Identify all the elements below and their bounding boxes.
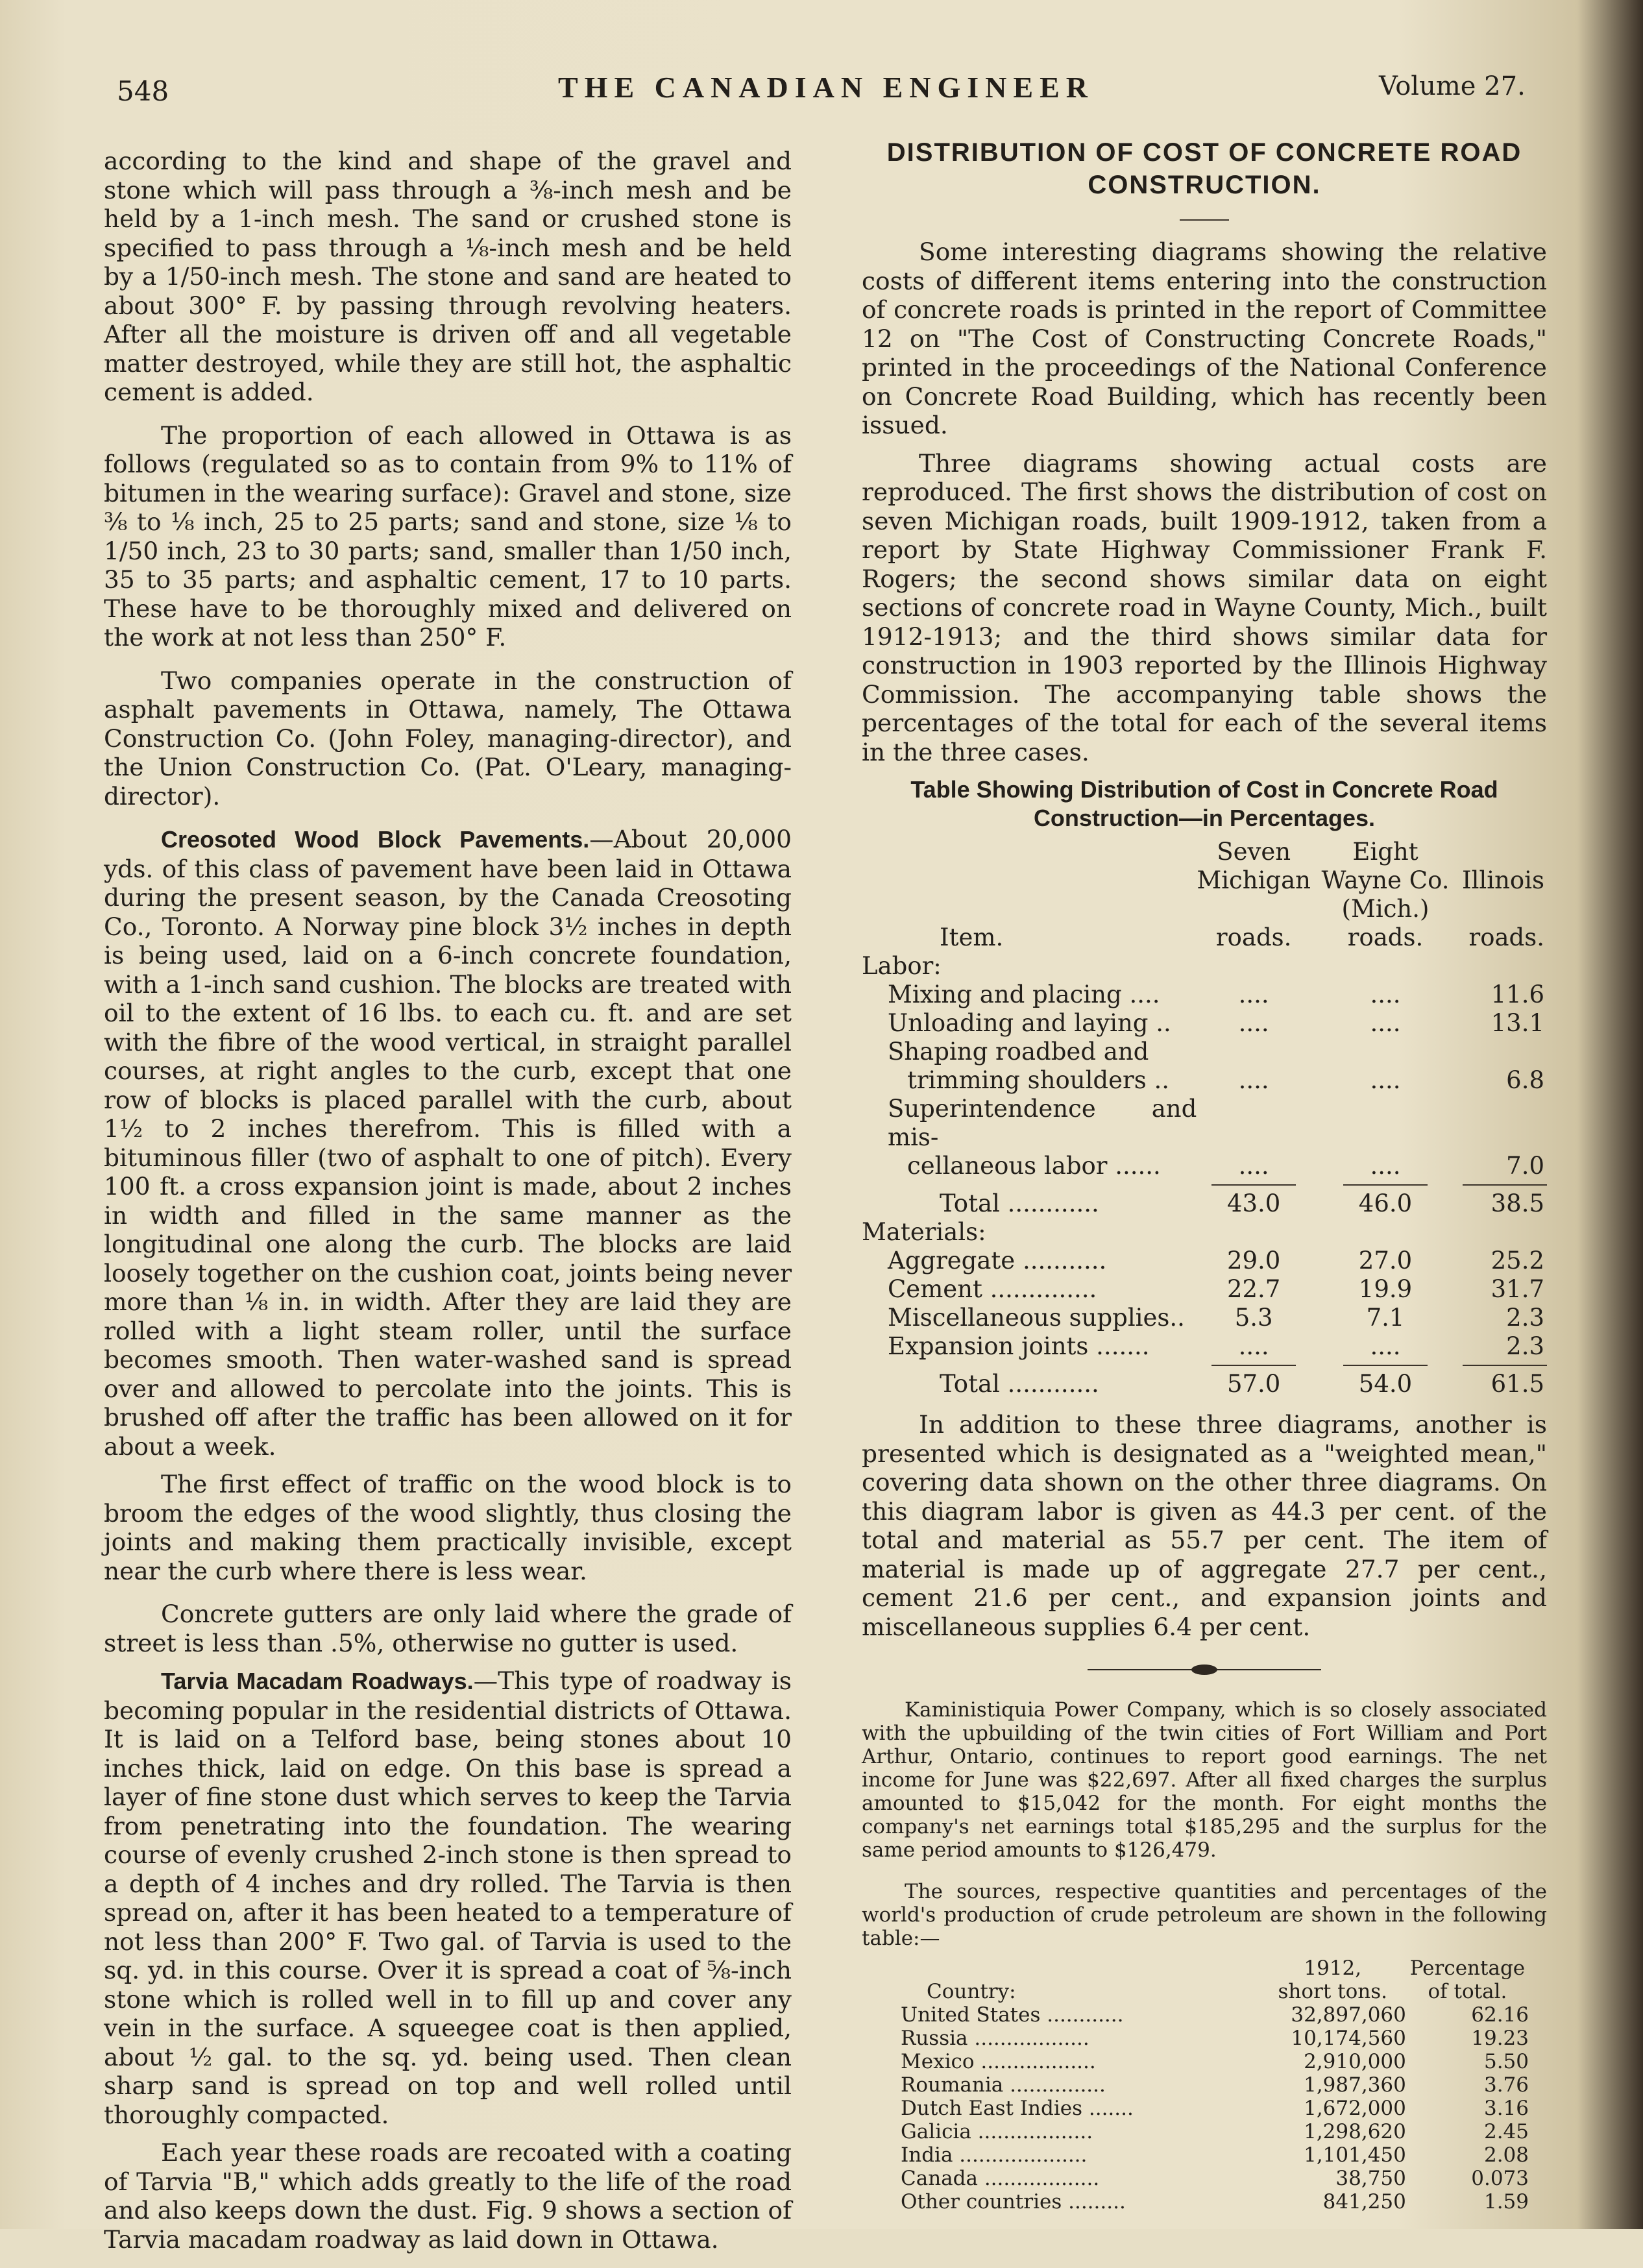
table-header-row bbox=[862, 1957, 1547, 1980]
cell-value: 3.76 bbox=[1483, 2073, 1529, 2097]
cell-value: 61.5 bbox=[1491, 1370, 1544, 1398]
table-row bbox=[862, 1095, 1547, 1152]
cell-value: 5.3 bbox=[1234, 1304, 1273, 1332]
cell-value: 31.7 bbox=[1491, 1275, 1544, 1303]
row-item: Dutch East Indies ....... bbox=[901, 2097, 1134, 2120]
column-header: Item. bbox=[940, 923, 1004, 951]
row-item: Cement .............. bbox=[888, 1275, 1097, 1303]
column-header: Country: bbox=[927, 1980, 1016, 2003]
row-item: Canada .................. bbox=[901, 2167, 1100, 2190]
paragraph: The first effect of traffic on the wood block is to broom the edges of the wood slightly, thus closing the joints and making them practically invisible, except near the curb where there is less wear. bbox=[104, 1470, 792, 1585]
table-row bbox=[862, 2027, 1547, 2050]
cell-value: 19.9 bbox=[1358, 1275, 1413, 1303]
cell-value: 0.073 bbox=[1471, 2167, 1529, 2190]
row-item: Galicia .................. bbox=[901, 2120, 1093, 2143]
rule-line bbox=[1463, 1365, 1547, 1366]
paragraph: The sources, respective quantities and percentages of the world's production of crude petroleum are shown in the following table:— bbox=[862, 1880, 1547, 1950]
table-row bbox=[862, 2097, 1547, 2120]
paragraph bbox=[104, 1666, 792, 2129]
row-item: Miscellaneous supplies.. bbox=[888, 1304, 1185, 1332]
cell-value: 2.45 bbox=[1483, 2120, 1529, 2143]
cell-value: 43.0 bbox=[1226, 1189, 1281, 1217]
column-header: of total. bbox=[1428, 1980, 1507, 2003]
cell-value: 54.0 bbox=[1358, 1370, 1413, 1398]
cell-value: .... bbox=[1370, 1332, 1401, 1360]
cell-value: .... bbox=[1370, 1009, 1401, 1037]
section-ornament bbox=[1088, 1663, 1321, 1676]
left-column bbox=[104, 147, 792, 2268]
paragraph: Three diagrams showing actual costs are reproduced. The first shows the distribution of cost on seven Michigan roads, built 1909-1912, taken from a report by State Highway Commissioner Frank F. Rogers; the second shows similar data on eight sections of concrete road in Wayne County, Mich., built 1912-1913; and the third shows similar data for construction in 1903 reported by the Illinois Highway Commission. The accompanying table shows the percentages of the total for each of the several items in the three cases. bbox=[862, 448, 1547, 766]
paragraph: In addition to these three diagrams, another is presented which is designated as a "weighted mean," covering data shown on the other three diagrams. On this diagram labor is given as 44.3 per cent. of the total and material as 55.7 per cent. The item of material is made up of aggregate 27.7 per cent., cement 21.6 per cent., and expansion joints and miscellaneous supplies 6.4 per cent. bbox=[862, 1410, 1547, 1641]
table-header-row bbox=[862, 866, 1547, 895]
paragraph bbox=[104, 825, 792, 1461]
column-header: roads. bbox=[1468, 923, 1544, 951]
total-row bbox=[862, 1370, 1547, 1398]
row-item: Expansion joints ....... bbox=[888, 1332, 1150, 1360]
rule-line bbox=[1211, 1184, 1296, 1186]
row-item: Shaping roadbed and bbox=[888, 1038, 1149, 1066]
table-row bbox=[862, 1332, 1547, 1361]
cell-value: 1,101,450 bbox=[1304, 2143, 1406, 2167]
column-header: roads. bbox=[1215, 923, 1292, 951]
cell-value: 7.1 bbox=[1366, 1304, 1405, 1332]
cell-value: 3.16 bbox=[1483, 2097, 1529, 2120]
rule-line bbox=[1211, 1365, 1296, 1366]
table-row bbox=[862, 2120, 1547, 2143]
cell-value: 7.0 bbox=[1506, 1152, 1544, 1180]
cell-value: .... bbox=[1370, 1066, 1401, 1094]
row-item: Mexico .................. bbox=[901, 2050, 1096, 2073]
paragraph: Concrete gutters are only laid where the grade of street is less than .5%, otherwise no gutter is used. bbox=[104, 1600, 792, 1657]
paragraph-text: —About 20,000 yds. of this class of pavement have been laid in Ottawa during the present season, by the Canada Creosoting Co., Toronto. A Norway pine block 3½ inches in depth is being used, laid on a 6-inch concrete foundation, with a 1-inch sand cushion. The blocks are treated with oil to the extent of 16 lbs. to each cu. ft. and are set with the fibre of the wood vertical, in straight parallel courses, at right angles to the curb, except that one row of blocks is placed parallel with the curb, about 1½ to 2 inches therefrom. This is filled with a bituminous filler (two of asphalt to one of pitch). Every 100 ft. a cross expansion joint is made, about 2 inches in width and filled in the same manner as the longitudinal one along the curb. The blocks are laid loosely together on the cushion coat, joints being never more than ⅛ in. in width. After they are laid they are rolled with a light steam roller, until the surface becomes smooth. Then water-washed sand is spread over and allowed to percolate into the joints. This is brushed off after the traffic has been allowed on it for about a week. bbox=[104, 825, 792, 1461]
column-header: Percentage bbox=[1409, 1957, 1526, 1980]
row-item: Other countries ......... bbox=[901, 2190, 1126, 2213]
table-row bbox=[862, 1066, 1547, 1095]
cell-value: 13.1 bbox=[1491, 1009, 1544, 1037]
row-item: trimming shoulders .. bbox=[907, 1066, 1169, 1094]
column-header: Eight bbox=[1352, 838, 1418, 866]
cell-value: 1,298,620 bbox=[1304, 2120, 1406, 2143]
cell-value: .... bbox=[1370, 1152, 1401, 1180]
table-row bbox=[862, 2143, 1547, 2167]
group-heading-row bbox=[862, 952, 1547, 981]
row-item: Mixing and placing .... bbox=[888, 981, 1160, 1008]
table-title: Table Showing Distribution of Cost in Concrete Road Construction—in Percentages. bbox=[910, 776, 1498, 831]
cell-value: .... bbox=[1238, 1152, 1269, 1180]
cell-value: .... bbox=[1238, 1009, 1269, 1037]
cell-value: 29.0 bbox=[1226, 1247, 1281, 1274]
right-column bbox=[862, 136, 1547, 2213]
column-header: (Mich.) roads. bbox=[1341, 895, 1430, 951]
cell-value: 1,672,000 bbox=[1304, 2097, 1406, 2120]
table-row bbox=[862, 2167, 1547, 2190]
cell-value: 1.59 bbox=[1483, 2190, 1529, 2213]
table-row bbox=[862, 1152, 1547, 1180]
table-row bbox=[862, 1009, 1547, 1038]
table-header-row bbox=[862, 1980, 1547, 2003]
cell-value: 2.3 bbox=[1506, 1304, 1544, 1332]
column-header: Seven bbox=[1217, 838, 1291, 866]
row-item: Russia .................. bbox=[901, 2027, 1089, 2050]
cell-value: .... bbox=[1238, 981, 1269, 1008]
paragraph: according to the kind and shape of the gravel and stone which will pass through a ⅜-inch mesh and be held by a 1-inch mesh. The sand or crushed stone is specified to pass through a ⅛-inch mesh and be held by a 1/50-inch mesh. The stone and sand are heated to about 300° F. by passing through revolving heaters. After all the moisture is driven off and all vegetable matter destroyed, while they are still hot, the asphaltic cement is added. bbox=[104, 147, 792, 406]
run-in-heading: Tarvia Macadam Roadways. bbox=[161, 1668, 474, 1694]
cell-value: 19.23 bbox=[1471, 2027, 1529, 2050]
cell-value: 22.7 bbox=[1226, 1275, 1281, 1303]
column-header: Wayne Co. bbox=[1321, 866, 1450, 894]
cell-value: 841,250 bbox=[1322, 2190, 1406, 2213]
cell-value: 38,750 bbox=[1335, 2167, 1406, 2190]
row-item: Aggregate ........... bbox=[888, 1247, 1107, 1274]
table-row bbox=[862, 2050, 1547, 2073]
table-row bbox=[862, 1304, 1547, 1332]
paragraph-text: —This type of roadway is becoming popular in the residential districts of Ottawa. It is laid on a Telford base, being stones about 10 inches thick, laid on edge. On this base is spread a layer of fine stone dust which serves to keep the Tarvia from penetrating into the foundation. The wearing course of evenly crushed 2-inch stone is then spread to a depth of 4 inches and dry rolled. The Tarvia is then spread on, after it has been heated to a temperature of not less than 200° F. Two gal. of Tarvia is used to the sq. yd. in this course. Over it is spread a coat of ⅝-inch stone which is rolled well in to fill up and cover any vein in the surface. A squeegee coat is then applied, about ½ gal. to the sq. yd. being used. Then clean sharp sand is spread on top and well rolled until thoroughly compacted. bbox=[104, 1666, 792, 2129]
column-header: Illinois bbox=[1461, 866, 1544, 894]
table-row bbox=[862, 1275, 1547, 1304]
cell-value: 62.16 bbox=[1471, 2003, 1529, 2027]
subtotal-rule bbox=[862, 1361, 1547, 1370]
ornament-diamond bbox=[1191, 1664, 1217, 1675]
row-item: Unloading and laying .. bbox=[888, 1009, 1171, 1037]
journal-title: THE CANADIAN ENGINEER bbox=[558, 71, 1094, 104]
row-item: Superintendence and mis- bbox=[888, 1095, 1197, 1151]
cell-value: .... bbox=[1238, 1332, 1269, 1360]
table-row bbox=[862, 981, 1547, 1009]
table-header-row bbox=[862, 838, 1547, 866]
column-header: Michigan bbox=[1197, 866, 1311, 894]
cell-value: 2,910,000 bbox=[1304, 2050, 1406, 2073]
group-heading: Labor: bbox=[862, 952, 942, 980]
table-row bbox=[862, 2073, 1547, 2097]
cell-value: 27.0 bbox=[1358, 1247, 1413, 1274]
cell-value: 5.50 bbox=[1483, 2050, 1529, 2073]
run-in-heading: Creosoted Wood Block Pavements. bbox=[161, 826, 590, 853]
volume-label: Volume 27. bbox=[1379, 71, 1526, 101]
cell-value: .... bbox=[1238, 1066, 1269, 1094]
paragraph: Each year these roads are recoated with a coating of Tarvia "B," which adds greatly to the life of the road and also keeps down the dust. Fig. 9 shows a section of Tarvia macadam roadway as laid down in Ottawa. bbox=[104, 2138, 792, 2254]
cell-value: 57.0 bbox=[1226, 1370, 1281, 1398]
cell-value: 38.5 bbox=[1491, 1189, 1544, 1217]
title-rule bbox=[1180, 219, 1229, 221]
table-row bbox=[862, 1247, 1547, 1275]
running-header bbox=[0, 62, 1557, 114]
rule-line bbox=[1343, 1184, 1428, 1186]
column-header: short tons. bbox=[1278, 1980, 1388, 2003]
total-row bbox=[862, 1189, 1547, 1218]
group-heading: Materials: bbox=[862, 1218, 986, 1246]
paragraph: The proportion of each allowed in Ottawa is as follows (regulated so as to contain from 9% to 11% of bitumen in the wearing surface): Gravel and stone, size ⅜ to ⅛ inch, 25 to 25 parts; sand and stone, size ⅛ to 1/50 inch, 23 to 30 parts; sand, smaller than 1/50 inch, 35 to 35 parts; and asphaltic cement, 17 to 10 parts. These have to be thoroughly mixed and delivered on the work at not less than 250° F. bbox=[104, 421, 792, 652]
petroleum-production-table bbox=[862, 1957, 1547, 2213]
paragraph: Two companies operate in the construction of asphalt pavements in Ottawa, namely, The Ottawa Construction Co. (John Foley, managing-director), and the Union Construction Co. (Pat. O'Leary, managing-director). bbox=[104, 666, 792, 811]
table-row bbox=[862, 2003, 1547, 2027]
row-item: India .................... bbox=[901, 2143, 1088, 2167]
table-row bbox=[862, 2190, 1547, 2213]
table-header-row bbox=[862, 895, 1547, 952]
cell-value: 2.08 bbox=[1483, 2143, 1529, 2167]
table-row bbox=[862, 1038, 1547, 1066]
cell-value: 1,987,360 bbox=[1304, 2073, 1406, 2097]
article-title: DISTRIBUTION OF COST OF CONCRETE ROAD CONSTRUCTION. bbox=[886, 138, 1522, 199]
rule-line bbox=[1343, 1365, 1428, 1366]
rule-line bbox=[1463, 1184, 1547, 1186]
cell-value: 25.2 bbox=[1491, 1247, 1544, 1274]
cell-value: 2.3 bbox=[1506, 1332, 1544, 1360]
cell-value: 11.6 bbox=[1491, 981, 1544, 1008]
row-item: Roumania ............... bbox=[901, 2073, 1106, 2097]
subtotal-rule bbox=[862, 1180, 1547, 1189]
paragraph: Kaministiquia Power Company, which is so closely associated with the upbuilding of the twin cities of Fort William and Port Arthur, Ontario, continues to report good earnings. The net income for June was $22,697. After all fixed charges the surplus amounted to $15,042 for the month. For eight months the company's net earnings total $185,295 and the surplus for the same period amounts to $126,479. bbox=[862, 1698, 1547, 1862]
row-item: United States ............ bbox=[901, 2003, 1124, 2027]
row-item: cellaneous labor ...... bbox=[907, 1152, 1161, 1180]
cell-value: 32,897,060 bbox=[1291, 2003, 1406, 2027]
cell-value: 6.8 bbox=[1506, 1066, 1544, 1094]
group-heading-row bbox=[862, 1218, 1547, 1247]
paragraph: Some interesting diagrams showing the relative costs of different items entering into the construction of concrete roads is printed in the report of Committee 12 on "The Cost of Constructing Concrete Roads," printed in the proceedings of the National Conference on Concrete Road Building, which has recently been issued. bbox=[862, 238, 1547, 439]
row-item: Total ............ bbox=[940, 1189, 1099, 1217]
cell-value: .... bbox=[1370, 981, 1401, 1008]
cell-value: 46.0 bbox=[1358, 1189, 1413, 1217]
page-number: 548 bbox=[117, 75, 169, 107]
cell-value: 10,174,560 bbox=[1291, 2027, 1406, 2050]
column-header: 1912, bbox=[1304, 1957, 1362, 1980]
row-item: Total ............ bbox=[940, 1370, 1099, 1398]
cost-distribution-table bbox=[862, 838, 1547, 1398]
news-notes bbox=[862, 1698, 1547, 2213]
